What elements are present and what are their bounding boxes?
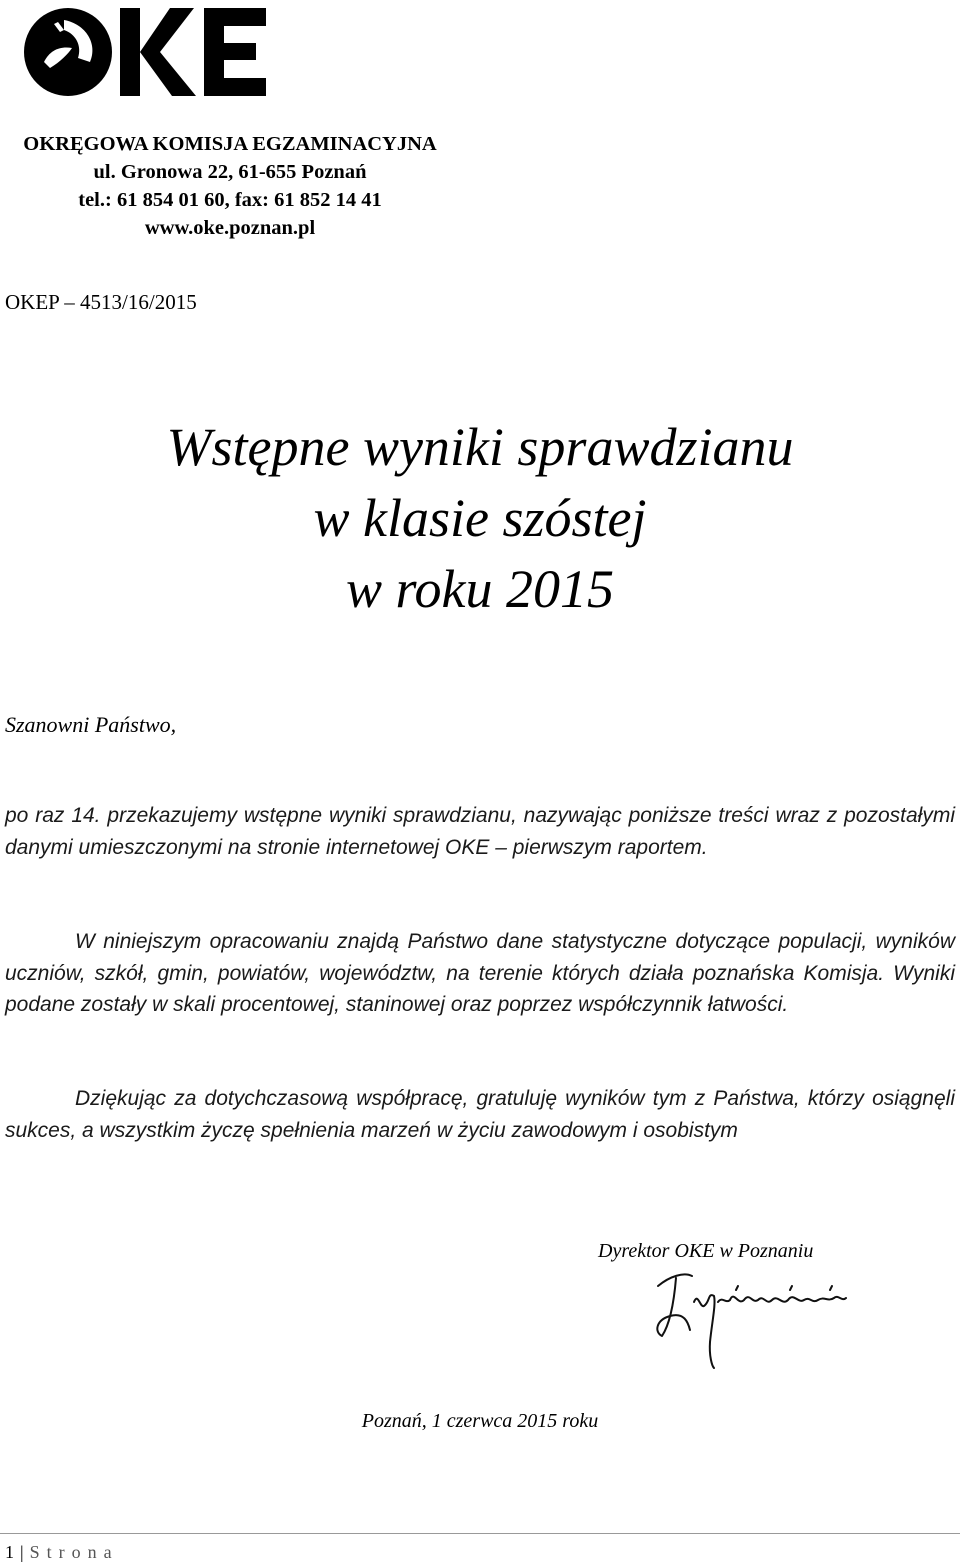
page-footer [5,1542,119,1563]
title-line-1: Wstępne wyniki sprawdzianu [166,417,794,477]
footer-separator: | [20,1542,24,1562]
handwritten-signature [640,1262,860,1372]
title-line-3: w roku 2015 [346,559,614,619]
oke-logo [20,2,270,102]
date-line: Poznań, 1 czerwca 2015 roku [361,1410,599,1432]
paragraph-content: W niniejszym opracowaniu znajdą Państwo dane statystyczne dotyczące populacji, wyników uczniów, szkół, gmin, powiatów, województw, na terenie których działa poznańska Komisja. Wyniki podane zostały w skali procentowej, staninowej oraz poprzez współczynnik łatwości. [5,930,955,1016]
org-name: OKRĘGOWA KOMISJA EGZAMINACYJNA [23,133,437,155]
title-line-2: w klasie szóstej [313,488,647,548]
phone-fax: tel.: 61 854 01 60, fax: 61 852 14 41 [78,189,382,211]
reference-number: OKEP – 4513/16/2015 [5,290,197,314]
paragraph-thanks: Dziękując za dotychczasową współpracę, gratuluję wyników tym z Państwa, którzy osiągnęli sukces, a wszystkim życzę spełnienia marzeń w życiu zawodowym i osobistym [5,1087,955,1142]
institution-header [0,130,460,242]
greeting: Szanowni Państwo, [5,712,177,737]
website: www.oke.poznan.pl [144,217,316,239]
page-label: Strona [29,1542,119,1562]
address: ul. Gronowa 22, 61-655 Poznań [93,161,367,183]
document-title [0,412,960,625]
signatory-title: Dyrektor OKE w Poznaniu [598,1240,814,1262]
footer-divider [0,1533,960,1534]
paragraph-intro: po raz 14. przekazujemy wstępne wyniki sprawdzianu, nazywając poniższe treści wraz z pozostałymi danymi umieszczonymi na stronie internetowej OKE – pierwszym raportem. [5,804,955,859]
page-number: 1 [5,1542,14,1562]
